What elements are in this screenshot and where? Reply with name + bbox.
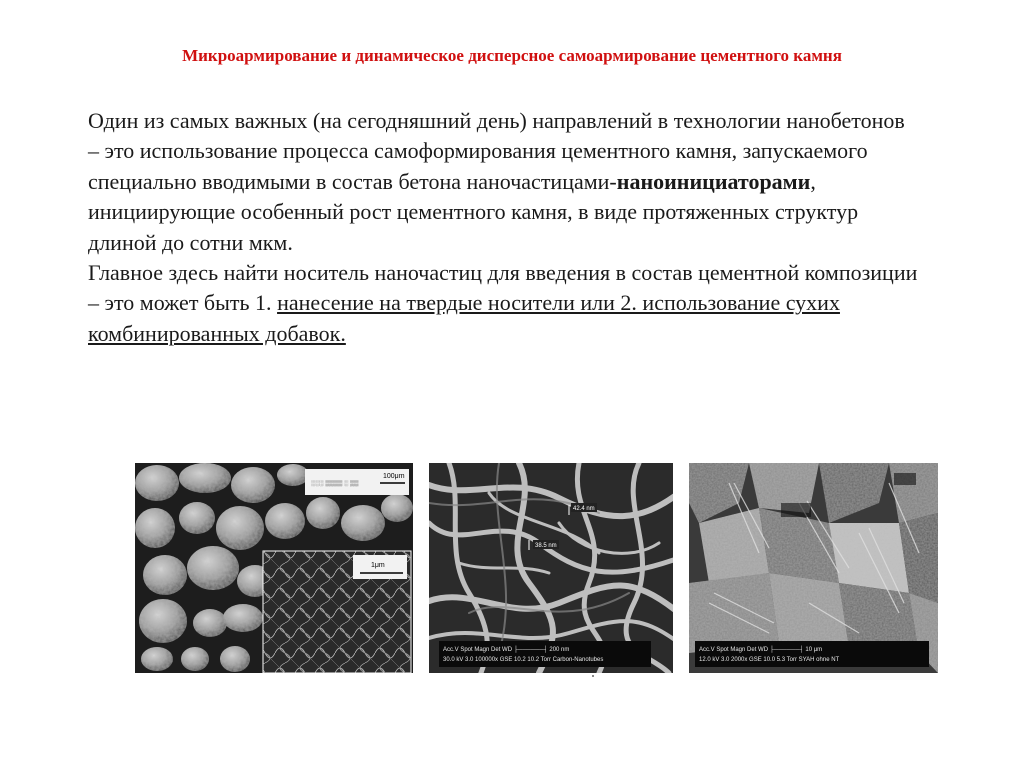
measure-label-top: 42.4 nm [573,506,595,512]
sem-image-nanotubes [429,463,673,673]
measure-label-bottom: 38.5 nm [535,543,557,549]
slide-title: Микроармирование и динамическое дисперсное самоармирование цементного камня [182,46,842,65]
sem-info-line-3b: 12.0 kV 3.0 2000x GSE 10.0 5.3 Torr SYAH ohne NT [699,657,840,663]
sem-info-line-3a: Acc.V Spot Magn Det WD ├──────┤ 10 μm [699,647,823,653]
paragraph-1-text: Один из самых важных (на сегодняшний день) направлений в технологии нанобетонов – это использование процесса самоформирования цементного камня, запускаемого специально вводимыми в состав бетона наночастицами- [88,108,905,194]
scale-label-main: 100μm [383,473,405,480]
sem-particles-graphic [135,463,413,673]
paragraph-1-tail: , инициирующие особенный рост цементного камня, в виде протяженных структур длиной до сотни мкм. [88,168,859,255]
bold-term: наноинициаторами [616,168,811,194]
scale-label-inset: 1μm [371,562,385,569]
sem-crystals-graphic [689,463,938,673]
sem-info-line-1: Acc.V Spot Magn Det WD ├──────┤ 200 nm [443,647,570,653]
paragraph-2-text: Главное здесь найти носитель наночастиц для введения в состав цементной композиции – это может быть 1. [88,260,918,316]
slide-body [88,106,918,349]
stray-dot [592,675,594,677]
sem-info-line-2: 30.0 kV 3.0 100000x GSE 10.2 10.2 Torr Carbon-Nanotubes [443,657,604,663]
sem-image-particles [135,463,413,673]
underlined-options: нанесение на твердые носители или 2. использование сухих комбинированных добавок. [88,290,840,346]
sem-info-bar-2 [439,641,651,667]
sem-info-bar-3 [695,641,929,667]
paragraph-2 [88,258,918,349]
paragraph-1 [88,106,918,258]
sem-nanotubes-graphic [429,463,673,673]
sem-image-crystals [689,463,938,673]
svg-text:░░░ ▒▒▒▒ ░ ▒▒: ░░░ ▒▒▒▒ ░ ▒▒ [311,481,359,487]
